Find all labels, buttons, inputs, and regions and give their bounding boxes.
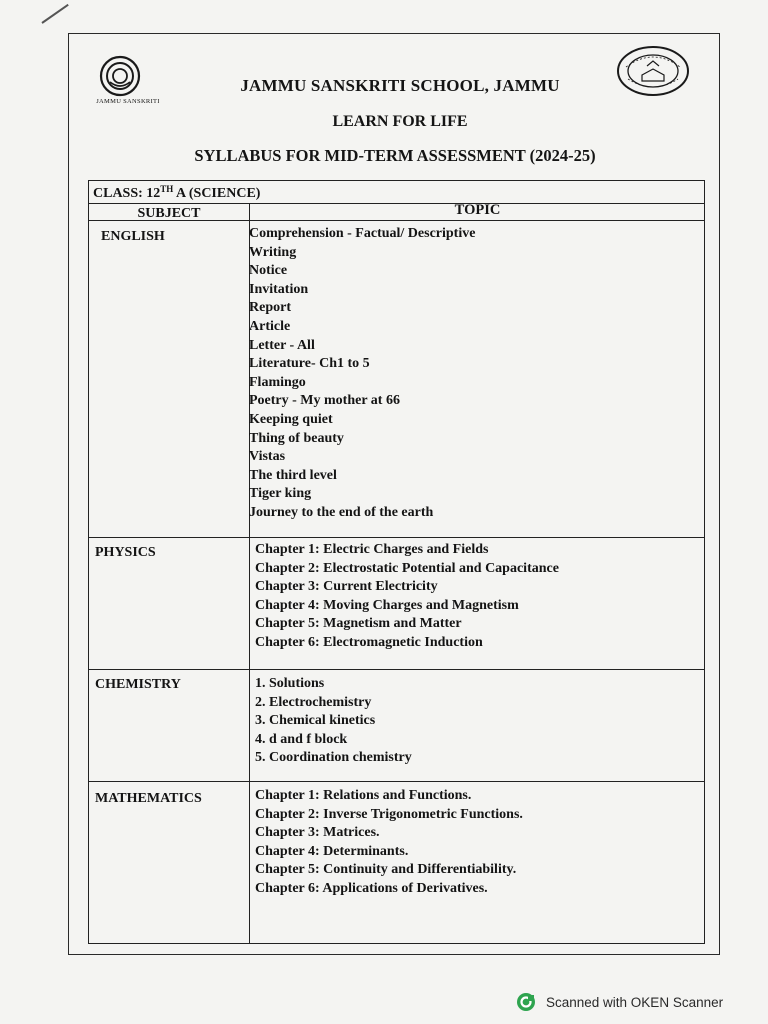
topic-list-physics: [255, 541, 559, 653]
oken-scanner-icon: [516, 992, 536, 1012]
school-motto: LEARN FOR LIFE: [332, 113, 468, 130]
subject-column-header: SUBJECT: [137, 206, 201, 221]
topic-list-chemistry: [255, 675, 412, 768]
topic-item: Report: [249, 300, 291, 316]
topic-item: Chapter 6: Applications of Derivatives.: [255, 880, 488, 896]
topic-item: Poetry - My mother at 66: [249, 393, 400, 409]
topic-item: Notice: [249, 263, 288, 279]
school-logo: [88, 52, 168, 112]
topic-item: Chapter 5: Magnetism and Matter: [255, 616, 462, 632]
topic-list-mathematics: [255, 787, 523, 899]
topic-item: Comprehension - Factual/ Descriptive: [249, 226, 476, 241]
subject-english: ENGLISH: [101, 229, 165, 244]
topic-item: Flamingo: [249, 374, 306, 390]
topic-item: Article: [249, 318, 291, 334]
topic-item: 1. Solutions: [255, 676, 325, 691]
document-title: SYLLABUS FOR MID-TERM ASSESSMENT (2024-25): [194, 146, 596, 165]
topic-item: Chapter 3: Current Electricity: [255, 579, 438, 595]
topic-item: Chapter 1: Electric Charges and Fields: [255, 542, 489, 557]
topic-item: Invitation: [249, 281, 309, 297]
topic-item: Vistas: [249, 449, 286, 465]
school-logo-icon: [88, 52, 168, 98]
topic-item: 5. Coordination chemistry: [255, 750, 412, 766]
topic-item: Chapter 5: Continuity and Differentiability.: [255, 862, 517, 878]
syllabus-table: [88, 180, 705, 944]
topic-item: Chapter 2: Inverse Trigonometric Functions.: [255, 806, 523, 822]
table-divider: [89, 669, 704, 670]
topic-item: 2. Electrochemistry: [255, 694, 372, 710]
table-divider: [89, 781, 704, 782]
topic-item: 3. Chemical kinetics: [255, 713, 376, 729]
topic-item: Keeping quiet: [249, 411, 333, 427]
pen-mark: [41, 4, 68, 24]
subject-chemistry: CHEMISTRY: [95, 677, 181, 692]
scanner-watermark: [516, 992, 723, 1012]
topic-item: 4. d and f block: [255, 731, 348, 747]
school-logo-caption: JAMMU SANSKRITI: [96, 98, 160, 105]
topic-item: Chapter 1: Relations and Functions.: [255, 788, 472, 803]
subject-mathematics: MATHEMATICS: [95, 791, 202, 806]
topic-item: Thing of beauty: [249, 430, 344, 446]
topic-item: Literature- Ch1 to 5: [249, 356, 370, 372]
topic-item: Journey to the end of the earth: [249, 504, 434, 520]
topic-item: Chapter 4: Moving Charges and Magnetism: [255, 597, 519, 613]
topic-item: Chapter 2: Electrostatic Potential and Capacitance: [255, 560, 559, 576]
class-label: CLASS: 12TH A (SCIENCE): [93, 184, 261, 201]
subject-physics: PHYSICS: [95, 545, 156, 560]
school-name: JAMMU SANSKRITI SCHOOL, JAMMU: [240, 76, 560, 95]
topic-list-english: [249, 225, 475, 523]
topic-item: Chapter 6: Electromagnetic Induction: [255, 634, 483, 650]
topic-item: Tiger king: [249, 486, 312, 502]
table-divider: [89, 537, 704, 538]
scanner-text: Scanned with OKEN Scanner: [546, 994, 724, 1010]
topic-item: Writing: [249, 244, 297, 260]
topic-item: Chapter 4: Determinants.: [255, 843, 409, 859]
topic-item: The third level: [249, 467, 337, 483]
topic-column-header: TOPIC: [454, 202, 501, 218]
topic-item: Chapter 3: Matrices.: [255, 825, 380, 841]
topic-item: Letter - All: [249, 337, 315, 353]
